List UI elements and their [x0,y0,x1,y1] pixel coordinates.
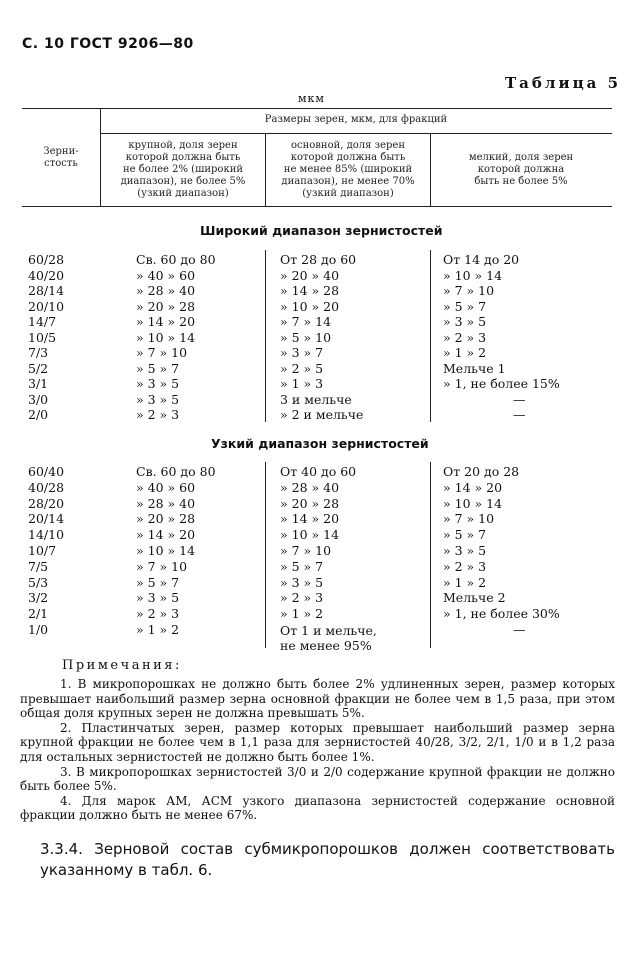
grain-column-header: Зерни- стость [43,146,79,169]
table-row [0,300,636,314]
coarse-cell: » 10 » 14 [136,329,196,345]
grain-cell: 60/28 [28,252,65,267]
grain-cell: 10/5 [28,329,57,345]
fine-cell: » 1 » 2 [443,345,487,360]
fine-cell: — [513,407,526,422]
grain-cell: 7/5 [28,558,49,574]
table-row [0,607,636,621]
table-row [0,622,636,653]
grain-cell: 1/0 [28,622,49,637]
coarse-cell: » 20 » 28 [136,511,196,527]
narrow-range-title: Узкий диапазон зернистостей [211,436,429,451]
grain-cell: 40/20 [28,267,65,283]
main-cell: » 2 » 3 [280,590,324,606]
grain-cell: 20/14 [28,511,65,527]
table-row [0,512,636,526]
coarse-cell: » 7 » 10 [136,558,188,574]
coarse-fraction-header: крупной, доля зерен которой должна быть не более 2% (широкий диапазон), не более 5% (узкий диапазон) [120,140,246,199]
header-bottom-rule [22,206,612,207]
main-cell: » 14 » 20 [280,511,340,527]
fine-cell: » 2 » 3 [443,558,487,574]
table-row [0,528,636,542]
note-item: 4. Для марок АМ, АСМ узкого диапазона зернистостей содержание основной фракции должно быть не менее 67%. [20,793,615,823]
page-header: С. 10 ГОСТ 9206—80 [22,36,194,52]
main-cell: » 2 » 5 [280,360,324,376]
grain-cell: 60/40 [28,464,65,479]
fine-cell: От 20 до 28 [443,464,520,479]
section-paragraph [40,839,615,881]
table-row [0,331,636,345]
table-row [0,362,636,376]
coarse-cell: » 3 » 5 [136,376,180,391]
coarse-cell: » 28 » 40 [136,283,196,298]
table-row [0,393,636,407]
coarse-cell: » 2 » 3 [136,407,180,422]
main-cell: » 1 » 3 [280,376,324,391]
coarse-cell: Св. 60 до 80 [136,464,216,479]
coarse-cell: » 5 » 7 [136,574,180,590]
fine-cell: Мельче 1 [443,360,506,376]
main-cell: » 5 » 10 [280,329,332,345]
table-row [0,408,636,422]
main-cell: От 28 до 60 [280,252,357,267]
fine-cell: » 7 » 10 [443,283,495,298]
notes-title: Примечания: [62,658,182,673]
main-cell: » 2 и мельче [280,407,364,422]
table-row [0,377,636,391]
main-cell: » 10 » 20 [280,298,340,314]
grain-cell: 20/10 [28,298,65,314]
table-row [0,284,636,298]
table-row [0,591,636,605]
grain-cell: 10/7 [28,543,57,558]
main-cell: » 7 » 10 [280,543,332,558]
header-top-rule [22,108,612,109]
fine-cell: » 5 » 7 [443,298,487,314]
unit-label: мкм [298,92,325,105]
fine-cell: » 1 » 2 [443,574,487,590]
header-divider [430,133,431,206]
fine-cell: » 10 » 14 [443,495,503,511]
grain-cell: 3/1 [28,376,49,391]
fine-cell: » 5 » 7 [443,527,487,543]
main-fraction-header: основной, доля зерен которой должна быть не менее 85% (широкий диапазон), не менее 70% (узкий диапазон) [281,140,415,199]
coarse-cell: » 2 » 3 [136,606,180,622]
fine-cell: » 7 » 10 [443,511,495,527]
table-row [0,315,636,329]
note-item: 1. В микропорошках не должно быть более 2% удлиненных зерен, размер которых превышает наибольший размер зерна основной фракции не более чем в 1,5 раза, при этом общая доля крупных зерен не должна превышать 5%. [20,677,615,721]
table-row [0,560,636,574]
main-cell: » 3 » 7 [280,345,324,360]
table-row [0,576,636,590]
table-title: Таблица 5 [505,74,622,92]
main-cell: » 14 » 28 [280,283,340,298]
fine-cell: » 14 » 20 [443,479,503,495]
header-group-rule [100,133,612,134]
grain-cell: 3/2 [28,590,49,606]
table-row [0,269,636,283]
coarse-cell: » 14 » 20 [136,527,196,543]
coarse-cell: » 28 » 40 [136,495,196,511]
coarse-cell: » 7 » 10 [136,345,188,360]
coarse-cell: » 3 » 5 [136,590,180,606]
grain-cell: 14/10 [28,527,65,543]
coarse-cell: » 20 » 28 [136,298,196,314]
coarse-cell: Св. 60 до 80 [136,252,216,267]
coarse-cell: » 3 » 5 [136,391,180,407]
coarse-cell: » 40 » 60 [136,479,196,495]
fine-cell: » 1, не более 15% [443,376,560,391]
grain-cell: 28/14 [28,283,65,298]
table-row [0,253,636,267]
coarse-cell: » 14 » 20 [136,314,196,329]
notes-list [20,677,615,823]
fine-cell: » 10 » 14 [443,267,503,283]
fine-cell: — [513,622,526,637]
main-cell: » 3 » 5 [280,574,324,590]
fine-fraction-header: мелкий, доля зерен которой должна быть не более 5% [468,152,574,187]
note-item: 2. Пластинчатых зерен, размер которых превышает наибольший размер зерна крупной фракции не более чем в 1,1 раза для зернистостей 40/28, 3/2, 2/1, 1/0 и в 1,2 раза для остальных зернистостей не должно быть более 1%. [20,720,615,764]
table-row [0,346,636,360]
wide-range-title: Широкий диапазон зернистостей [200,223,443,238]
table-row [0,481,636,495]
main-cell: 3 и мельче [280,391,352,407]
coarse-cell: » 5 » 7 [136,360,180,376]
fine-cell: От 14 до 20 [443,252,520,267]
main-cell: » 20 » 40 [280,267,340,283]
main-cell: » 1 » 2 [280,606,324,622]
fractions-group-header: Размеры зерен, мкм, для фракций [264,114,448,125]
table-row [0,497,636,511]
grain-cell: 5/3 [28,574,49,590]
paragraph-text: 3.3.4. Зерновой состав субмикропорошков должен соответствовать указанному в табл. 6. [40,840,615,879]
grain-cell: 5/2 [28,360,49,376]
coarse-cell: » 1 » 2 [136,622,180,637]
fine-cell: » 3 » 5 [443,314,487,329]
fine-cell: Мельче 2 [443,590,506,606]
grain-cell: 7/3 [28,345,49,360]
table-row [0,544,636,558]
grain-cell: 2/1 [28,606,49,622]
coarse-cell: » 40 » 60 [136,267,196,283]
grain-cell: 14/7 [28,314,57,329]
main-cell: От 40 до 60 [280,464,357,479]
grain-cell: 28/20 [28,495,65,511]
main-cell: » 10 » 14 [280,527,340,543]
main-cell: От 1 и мельче, не менее 95% [280,623,377,653]
fine-cell: » 1, не более 30% [443,606,560,622]
grain-cell: 2/0 [28,407,49,422]
main-cell: » 20 » 28 [280,495,340,511]
fine-cell: — [513,391,526,407]
grain-cell: 40/28 [28,479,65,495]
fine-cell: » 2 » 3 [443,329,487,345]
main-cell: » 5 » 7 [280,558,324,574]
header-divider [265,133,266,206]
coarse-cell: » 10 » 14 [136,543,196,558]
main-cell: » 7 » 14 [280,314,332,329]
fine-cell: » 3 » 5 [443,543,487,558]
main-cell: » 28 » 40 [280,479,340,495]
note-item: 3. В микропорошках зернистостей 3/0 и 2/0 содержание крупной фракции не должно быть более 5%. [20,764,615,794]
grain-cell: 3/0 [28,391,49,407]
table-row [0,465,636,479]
